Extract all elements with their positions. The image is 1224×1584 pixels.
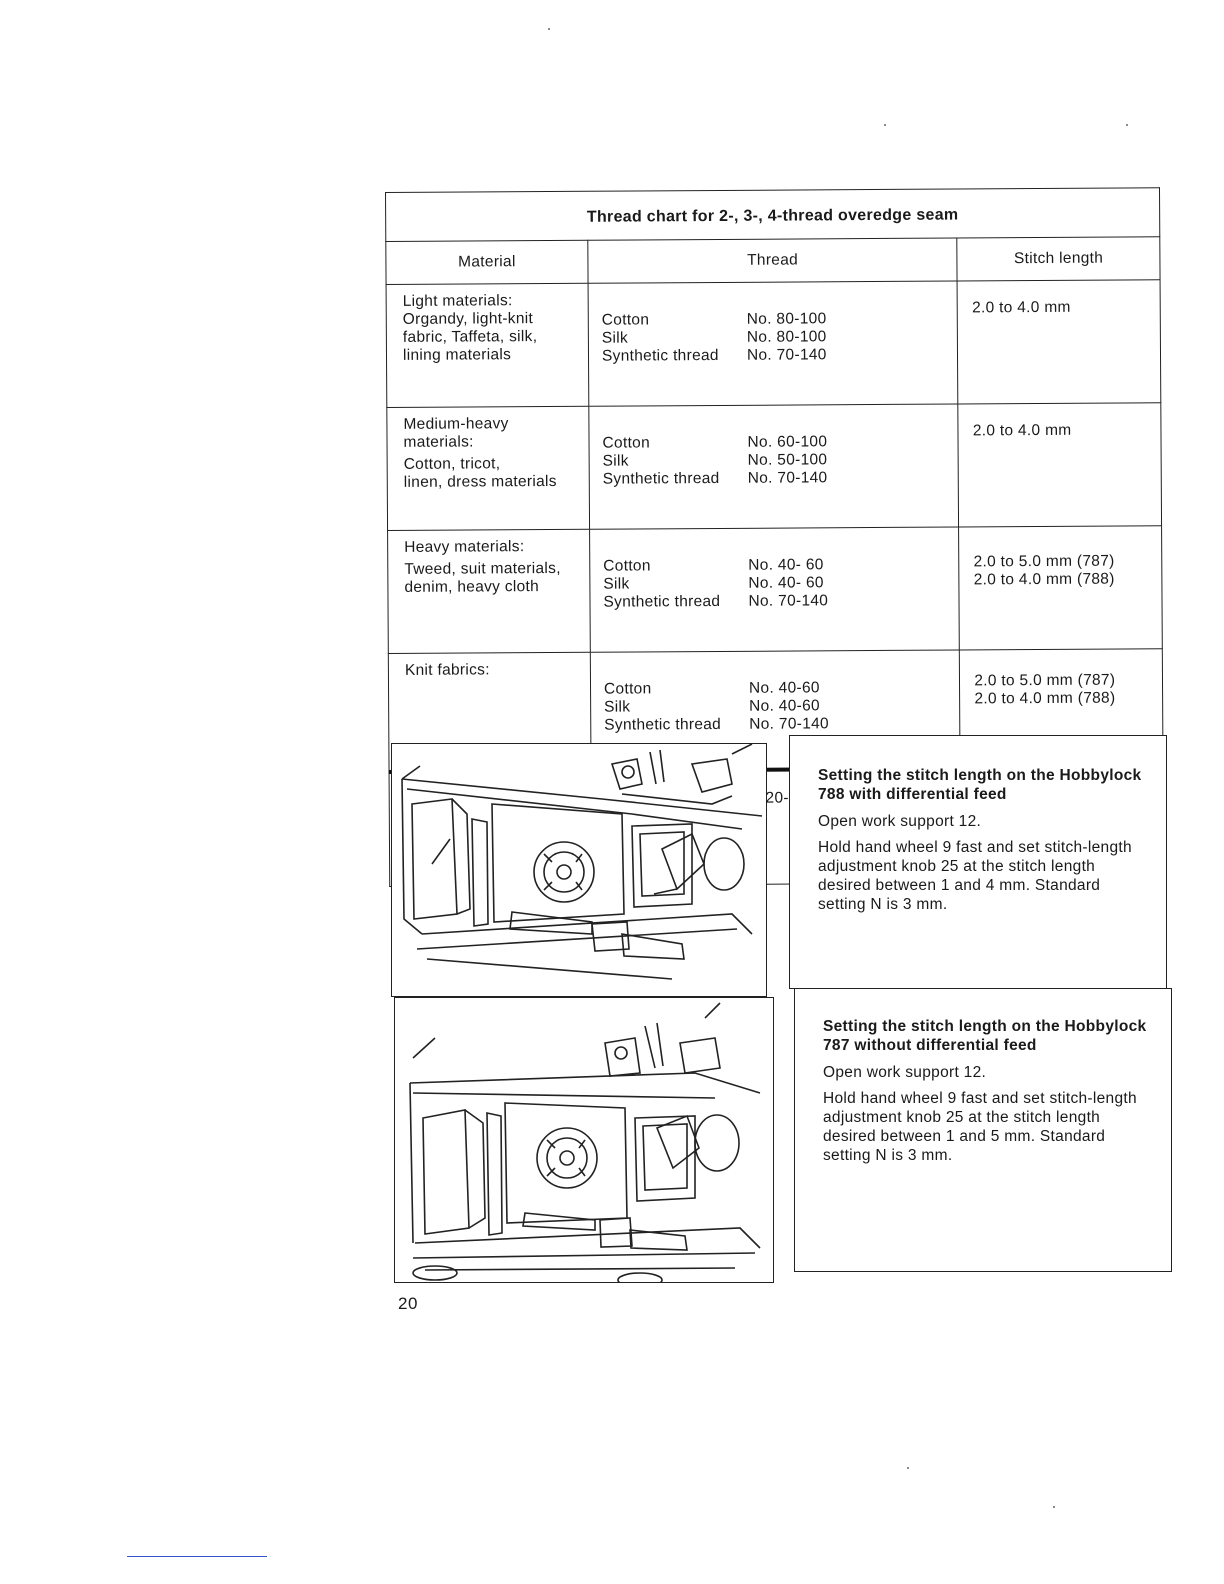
thread-cell (589, 404, 959, 529)
scan-speck (907, 1467, 909, 1469)
thread-number: No. 80-100 (746, 310, 827, 328)
thread-name: Silk (604, 698, 631, 716)
thread-name: Synthetic thread (603, 592, 721, 611)
material-line: linen, dress materials (403, 472, 557, 491)
thread-number: No. 70-140 (746, 346, 827, 364)
illustration-hobbylock-788 (391, 743, 767, 997)
thread-cell (588, 281, 958, 406)
thread-cell (590, 527, 960, 652)
thread-name: Cotton (601, 311, 650, 329)
thread-number: No. 50-100 (747, 451, 828, 469)
thread-number: No. 70-140 (747, 469, 828, 487)
section-hobbylock-788 (789, 735, 1167, 989)
page-number: 20 (398, 1294, 418, 1313)
section-heading: Setting the stitch length on the Hobbylock 788 with differential feed (818, 767, 1142, 803)
section-paragraph: Open work support 12. (823, 1064, 987, 1081)
section-paragraph: Hold hand wheel 9 fast and set stitch-length adjustment knob 25 at the stitch length desired between 1 and 5 mm. Standard setting N is 3 mm. (823, 1090, 1137, 1164)
scan-speck (1053, 1506, 1055, 1508)
scan-speck (1126, 124, 1128, 126)
stitch-length-cell (958, 403, 1161, 527)
thread-name: Cotton (603, 557, 651, 575)
material-line: Heavy materials: (404, 538, 525, 556)
section-paragraph: Open work support 12. (818, 813, 982, 830)
thread-name: Silk (603, 575, 630, 593)
material-cell (388, 529, 591, 653)
stitch-length-value: 2.0 to 4.0 mm (788) (974, 689, 1116, 708)
table-title: Thread chart for 2-, 3-, 4-thread overedge seam (386, 188, 1160, 242)
section-hobbylock-787 (794, 988, 1172, 1272)
material-line: materials: (403, 433, 474, 451)
material-cell (386, 283, 589, 407)
table-row (387, 403, 1162, 531)
stitch-length-cell (959, 526, 1162, 650)
material-line: Organdy, light-knit (402, 310, 534, 328)
thread-number: No. 40- 60 (748, 556, 824, 574)
scan-rule (127, 1556, 267, 1557)
material-cell (387, 406, 590, 530)
thread-number: No. 40-60 (749, 697, 820, 715)
thread-name: Synthetic thread (602, 469, 720, 488)
machine-drawing-787 (395, 998, 773, 1282)
material-line: Knit fabrics: (404, 661, 490, 679)
table-row (388, 526, 1163, 654)
thread-name: 120-140 (756, 789, 816, 807)
scan-speck (548, 28, 550, 30)
scan-speck (884, 124, 886, 126)
stitch-length-cell (957, 280, 1160, 404)
material-line: Tweed, suit materials, (404, 559, 561, 578)
illustration-hobbylock-787 (394, 997, 774, 1283)
section-heading: Setting the stitch length on the Hobbylock 787 without differential feed (823, 1018, 1147, 1054)
section-paragraph: Hold hand wheel 9 fast and set stitch-length adjustment knob 25 at the stitch length desired between 1 and 4 mm. Standard setting N is 3 mm. (818, 839, 1132, 913)
thread-number: No. 40- 60 (748, 574, 824, 592)
stitch-length-value: 2.0 to 4.0 mm (788) (973, 570, 1115, 589)
material-line: Light materials: (402, 292, 513, 310)
thread-name: Silk (602, 452, 629, 470)
thread-name: Cotton (602, 434, 651, 452)
thread-number: No. 70-140 (749, 715, 829, 733)
stitch-length-value: 2.0 to 4.0 mm (971, 298, 1071, 317)
machine-drawing-788 (392, 744, 766, 996)
stitch-length-value: 2.0 to 5.0 mm (787) (973, 552, 1115, 571)
material-line: fabric, Taffeta, silk, (402, 328, 538, 346)
header-stitch-length: Stitch length (957, 237, 1160, 281)
table-row (386, 280, 1161, 408)
thread-number: No. 60-100 (747, 433, 828, 451)
thread-name: Silk (601, 329, 629, 347)
material-line: Cotton, tricot, (403, 455, 501, 473)
header-material: Material (386, 240, 588, 284)
thread-name: Synthetic thread (601, 346, 719, 365)
thread-name: Cotton (603, 680, 652, 698)
material-line: Medium-heavy (403, 415, 509, 433)
thread-number: No. 40-60 (748, 679, 820, 697)
material-line: lining materials (402, 346, 512, 364)
thread-number: No. 70-140 (748, 592, 829, 610)
thread-name: Synthetic thread (604, 715, 722, 734)
header-thread: Thread (588, 238, 958, 283)
material-line: denim, heavy cloth (404, 578, 540, 596)
thread-number: No. 80-100 (746, 328, 827, 346)
stitch-length-value: 2.0 to 5.0 mm (787) (974, 671, 1116, 690)
stitch-length-value: 2.0 to 4.0 mm (972, 421, 1072, 440)
